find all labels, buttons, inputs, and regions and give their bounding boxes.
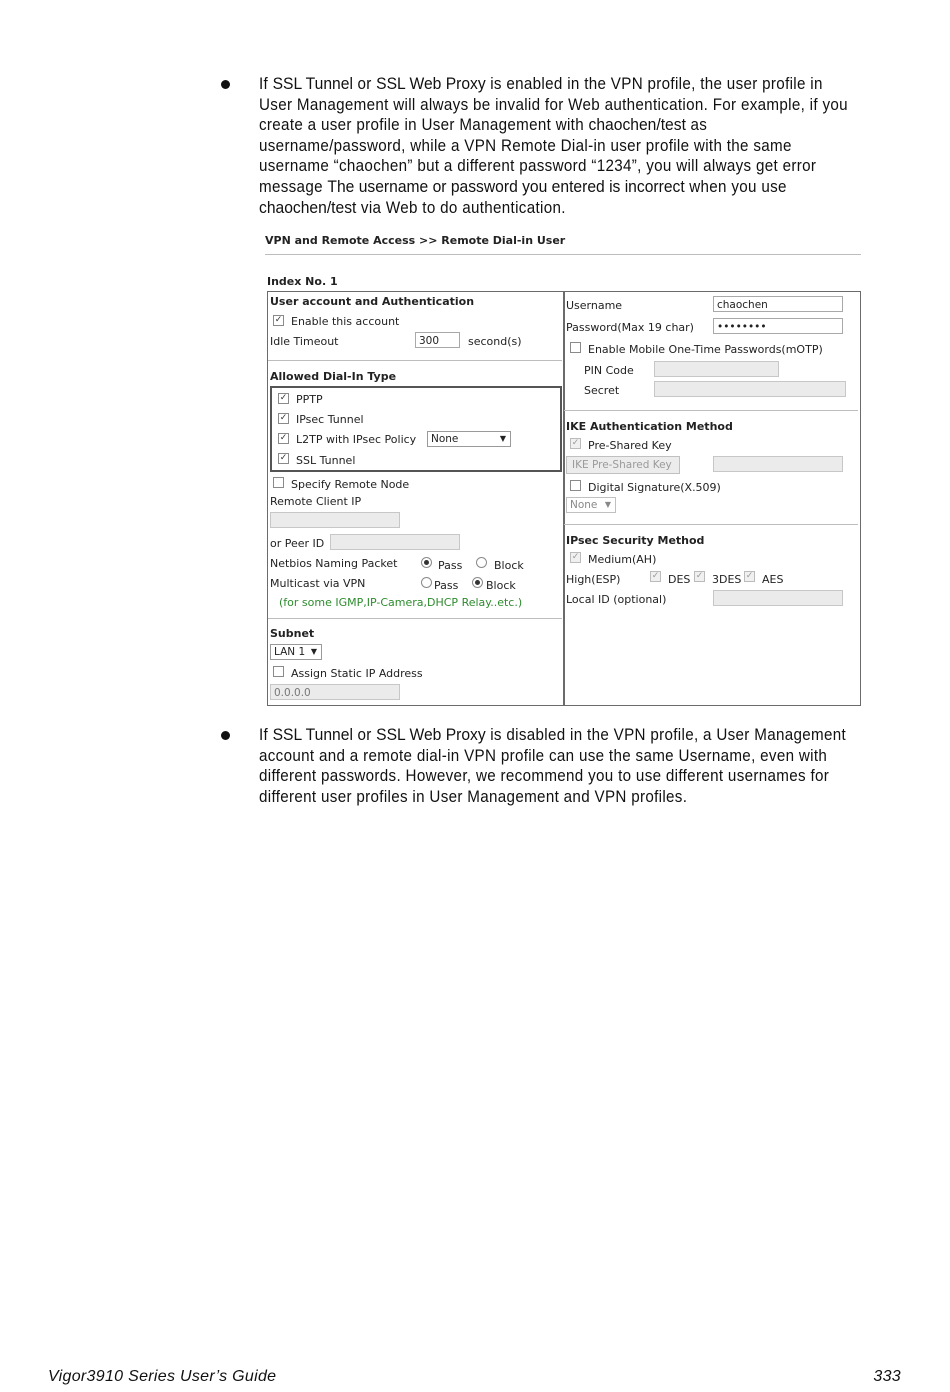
chevron-down-icon: ▼ (499, 434, 506, 443)
assign-static-checkbox[interactable] (273, 666, 284, 677)
ipsec-checkbox[interactable]: ✓ (279, 413, 288, 423)
assign-static-label: Assign Static IP Address (291, 667, 423, 680)
motp-label: Enable Mobile One-Time Passwords(mOTP) (588, 343, 823, 356)
netbios-block-label: Block (494, 559, 524, 572)
multicast-pass-radio[interactable] (421, 577, 432, 588)
local-id-label: Local ID (optional) (566, 593, 667, 606)
multicast-label: Multicast via VPN (270, 577, 366, 590)
ssl-tunnel-checkbox[interactable]: ✓ (279, 453, 288, 463)
paragraph-ssl-disabled: If SSL Tunnel or SSL Web Proxy is disabled in the VPN profile, a User Management account and a remote dial-in VPN profile can use the same Username, even with different passwords. However, we recommend you to use different usernames for different user profiles in User Management and VPN profiles. (259, 725, 847, 806)
remote-dial-in-user-screenshot (263, 230, 863, 710)
ike-preshared-key-input[interactable] (713, 456, 843, 472)
multicast-block-radio[interactable] (472, 577, 483, 588)
digital-signature-select[interactable]: None ▼ (566, 497, 616, 513)
username-label: Username (566, 299, 623, 312)
peer-id-label: or Peer ID (270, 537, 325, 550)
section-subnet-title: Subnet (270, 627, 315, 640)
chevron-down-icon: ▼ (604, 500, 611, 509)
section-ipsec-title: IPsec Security Method (566, 534, 705, 547)
high-esp-label: High(ESP) (566, 573, 621, 586)
l2tp-checkbox[interactable]: ✓ (279, 433, 288, 443)
multicast-note: (for some IGMP,IP-Camera,DHCP Relay..etc.) (279, 596, 523, 609)
des-checkbox[interactable]: ✓ (651, 571, 660, 581)
specify-remote-checkbox[interactable] (273, 477, 284, 488)
secret-input[interactable] (654, 381, 846, 397)
preshared-label: Pre-Shared Key (588, 439, 672, 452)
netbios-pass-label: Pass (438, 559, 463, 572)
idle-timeout-label: Idle Timeout (270, 335, 339, 348)
username-input[interactable]: chaochen (713, 296, 843, 312)
l2tp-policy-select[interactable]: None ▼ (427, 431, 511, 447)
pptp-checkbox[interactable]: ✓ (279, 393, 288, 403)
pin-code-input[interactable] (654, 361, 779, 377)
medium-ah-checkbox[interactable]: ✓ (571, 552, 580, 562)
footer-title: Vigor3910 Series User’s Guide (48, 1368, 277, 1385)
enable-account-checkbox[interactable]: ✓ (274, 315, 283, 325)
enable-account-label: Enable this account (291, 315, 400, 328)
aes-checkbox[interactable]: ✓ (745, 571, 754, 581)
peer-id-input[interactable] (330, 534, 460, 550)
static-ip-input[interactable]: 0.0.0.0 (270, 684, 400, 700)
3des-checkbox[interactable]: ✓ (695, 571, 704, 581)
secret-label: Secret (584, 384, 620, 397)
index-label: Index No. 1 (267, 275, 338, 288)
password-input[interactable]: •••••••• (713, 318, 843, 334)
netbios-pass-radio[interactable] (421, 557, 432, 568)
digital-signature-checkbox[interactable] (570, 480, 581, 491)
motp-checkbox[interactable] (570, 342, 581, 353)
password-label: Password(Max 19 char) (566, 321, 694, 334)
des-label: DES (668, 573, 691, 586)
breadcrumb: VPN and Remote Access >> Remote Dial-in User (265, 234, 566, 247)
subnet-select[interactable]: LAN 1 ▼ (270, 644, 322, 660)
l2tp-label: L2TP with IPsec Policy (296, 433, 417, 446)
preshared-checkbox[interactable]: ✓ (571, 438, 580, 448)
ipsec-label: IPsec Tunnel (296, 413, 364, 426)
local-id-input[interactable] (713, 590, 843, 606)
ike-preshared-key-button[interactable]: IKE Pre-Shared Key (566, 456, 680, 474)
idle-timeout-unit: second(s) (468, 335, 522, 348)
digital-signature-label: Digital Signature(X.509) (588, 481, 721, 494)
multicast-block-label: Block (486, 579, 516, 592)
page-number: 333 (873, 1368, 901, 1385)
aes-label: AES (762, 573, 784, 586)
ssl-tunnel-label: SSL Tunnel (296, 454, 356, 467)
3des-label: 3DES (712, 573, 742, 586)
chevron-down-icon: ▼ (310, 647, 317, 656)
bullet-marker (221, 731, 230, 740)
remote-client-ip-label: Remote Client IP (270, 495, 362, 508)
section-account-title: User account and Authentication (270, 295, 475, 308)
medium-ah-label: Medium(AH) (588, 553, 657, 566)
idle-timeout-input[interactable]: 300 (415, 332, 460, 348)
specify-remote-label: Specify Remote Node (291, 478, 410, 491)
netbios-label: Netbios Naming Packet (270, 557, 398, 570)
multicast-pass-label: Pass (434, 579, 459, 592)
pin-code-label: PIN Code (584, 364, 634, 377)
paragraph-ssl-enabled: If SSL Tunnel or SSL Web Proxy is enabled in the VPN profile, the user profile in User Management will always be invalid for Web authentication. For example, if you create a user profile in User Management with chaochen/test as username/password, while a VPN Remote Dial-in user profile with the same username “chaochen” but a different password “1234”, you will always get error message The username or password you entered is incorrect when you use chaochen/test via Web to do authentication. (259, 74, 848, 217)
pptp-label: PPTP (296, 393, 323, 406)
remote-client-ip-input[interactable] (270, 512, 400, 528)
section-dialin-title: Allowed Dial-In Type (270, 370, 397, 383)
bullet-marker (221, 80, 230, 89)
netbios-block-radio[interactable] (476, 557, 487, 568)
section-ike-title: IKE Authentication Method (566, 420, 733, 433)
